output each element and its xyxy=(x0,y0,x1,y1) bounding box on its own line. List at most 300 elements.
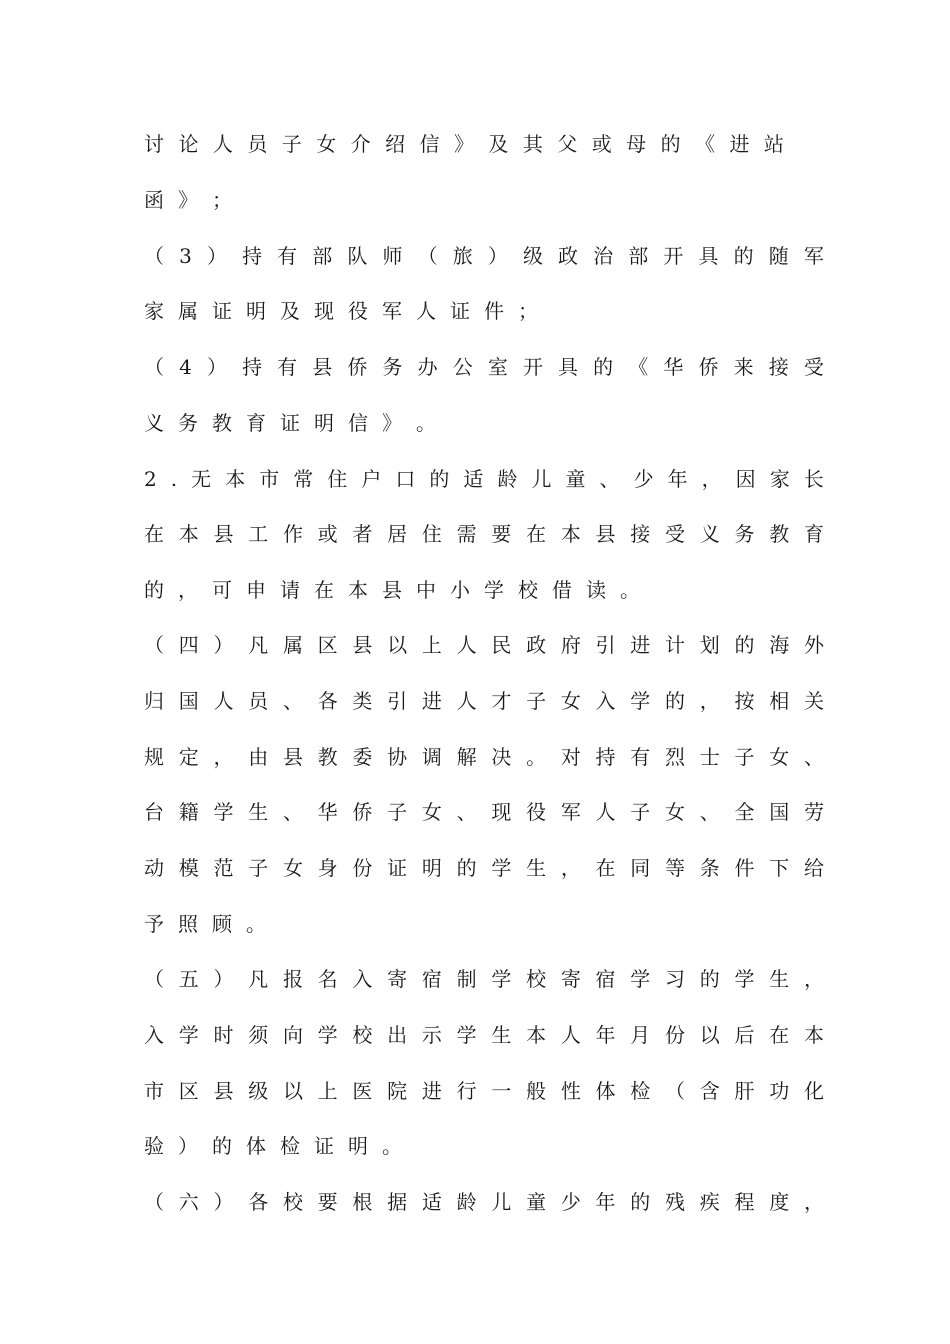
text-glyph: 含 xyxy=(699,1079,720,1103)
text-line-17 xyxy=(144,1017,824,1053)
text-glyph: 年 xyxy=(667,467,688,491)
text-glyph: 习 xyxy=(665,967,686,991)
text-glyph: 予 xyxy=(144,912,164,936)
text-glyph: 生 xyxy=(491,1023,512,1047)
text-glyph: 童 xyxy=(526,1190,547,1214)
text-glyph: 教 xyxy=(212,411,232,435)
text-glyph: 的 xyxy=(660,132,681,156)
text-glyph: 疾 xyxy=(699,1190,720,1214)
text-glyph: 件 xyxy=(734,856,755,880)
text-glyph: 有 xyxy=(277,355,298,379)
text-glyph: 证 xyxy=(280,411,300,435)
text-glyph: 公 xyxy=(452,355,473,379)
text-glyph: 级 xyxy=(522,244,543,268)
text-glyph: 后 xyxy=(734,1023,755,1047)
text-glyph: 行 xyxy=(456,1079,477,1103)
text-glyph: 现 xyxy=(314,299,334,323)
text-glyph: 据 xyxy=(387,1190,408,1214)
text-line-15 xyxy=(144,906,824,942)
text-glyph: 函 xyxy=(144,188,164,212)
text-glyph: 明 xyxy=(348,1134,368,1158)
text-glyph: 《 xyxy=(628,355,649,379)
text-glyph: 人 xyxy=(416,299,436,323)
text-line-3 xyxy=(144,238,824,274)
text-glyph: 规 xyxy=(144,745,164,769)
text-glyph: 其 xyxy=(522,132,543,156)
text-glyph: 、 xyxy=(282,689,303,713)
text-glyph: 归 xyxy=(144,689,164,713)
text-glyph: 籍 xyxy=(178,800,199,824)
text-glyph: 引 xyxy=(387,689,408,713)
text-glyph: 华 xyxy=(317,800,338,824)
text-glyph: 教 xyxy=(317,745,338,769)
text-glyph: 役 xyxy=(348,299,368,323)
text-glyph: 军 xyxy=(382,299,402,323)
text-glyph: 等 xyxy=(665,856,686,880)
text-glyph: 校 xyxy=(518,578,538,602)
text-glyph: 侨 xyxy=(347,355,368,379)
text-glyph: 长 xyxy=(803,467,824,491)
text-glyph: 或 xyxy=(317,522,338,546)
text-glyph: 医 xyxy=(352,1079,373,1103)
text-glyph: 府 xyxy=(560,633,581,657)
text-glyph: 育 xyxy=(803,522,824,546)
text-glyph: 子 xyxy=(630,800,651,824)
text-glyph: 接 xyxy=(630,522,651,546)
text-glyph: 有 xyxy=(630,745,651,769)
text-glyph: 政 xyxy=(558,244,579,268)
text-glyph: ， xyxy=(560,856,581,880)
text-glyph: 程 xyxy=(734,1190,755,1214)
text-glyph: 劳 xyxy=(803,800,824,824)
text-glyph: 中 xyxy=(416,578,436,602)
text-glyph: 或 xyxy=(591,132,612,156)
text-glyph: 信 xyxy=(419,132,440,156)
text-glyph: 的 xyxy=(593,355,614,379)
text-line-6 xyxy=(144,405,824,441)
text-glyph: 学 xyxy=(491,967,512,991)
text-glyph: 室 xyxy=(487,355,508,379)
text-glyph: 示 xyxy=(421,1023,442,1047)
text-glyph: 的 xyxy=(665,689,686,713)
text-glyph: 性 xyxy=(560,1079,581,1103)
text-glyph: 华 xyxy=(663,355,684,379)
text-glyph: 凡 xyxy=(248,967,269,991)
text-glyph: 子 xyxy=(387,800,408,824)
text-glyph: 须 xyxy=(248,1023,269,1047)
text-glyph: 肝 xyxy=(734,1079,755,1103)
text-line-18 xyxy=(144,1073,824,1109)
text-glyph: 般 xyxy=(526,1079,547,1103)
text-glyph: 役 xyxy=(526,800,547,824)
text-glyph: 学 xyxy=(213,800,234,824)
text-glyph: 本 xyxy=(803,1023,824,1047)
text-glyph: 名 xyxy=(317,967,338,991)
text-glyph: 条 xyxy=(699,856,720,880)
text-glyph: 检 xyxy=(630,1079,651,1103)
text-glyph: 区 xyxy=(178,1079,199,1103)
text-glyph: 具 xyxy=(698,244,719,268)
text-glyph: 教 xyxy=(769,522,790,546)
text-glyph: 明 xyxy=(246,299,266,323)
text-glyph: 件 xyxy=(484,299,504,323)
text-glyph: 明 xyxy=(421,856,442,880)
text-glyph: 人 xyxy=(213,689,234,713)
text-glyph: 全 xyxy=(734,800,755,824)
text-glyph: 本 xyxy=(560,522,581,546)
text-glyph: 进 xyxy=(630,633,651,657)
text-glyph: 住 xyxy=(421,522,442,546)
text-glyph: 本 xyxy=(348,578,368,602)
text-glyph: 有 xyxy=(277,244,298,268)
text-glyph: 在 xyxy=(526,522,547,546)
text-line-12 xyxy=(144,739,824,775)
text-glyph: 军 xyxy=(560,800,581,824)
text-glyph: 具 xyxy=(558,355,579,379)
text-line-1 xyxy=(144,126,784,162)
text-glyph: 同 xyxy=(630,856,651,880)
text-glyph: ） xyxy=(206,244,227,268)
text-glyph: ， xyxy=(701,467,722,491)
text-glyph: 政 xyxy=(526,633,547,657)
text-line-11 xyxy=(144,683,824,719)
text-glyph: 女 xyxy=(421,800,442,824)
text-glyph: 讨 xyxy=(144,132,164,156)
text-glyph: 女 xyxy=(665,800,686,824)
text-glyph: 信 xyxy=(348,411,368,435)
text-glyph: 以 xyxy=(387,633,408,657)
text-glyph: 随 xyxy=(768,244,789,268)
text-glyph: 份 xyxy=(352,856,373,880)
text-glyph: 向 xyxy=(282,1023,303,1047)
text-glyph: 本 xyxy=(526,1023,547,1047)
text-glyph: 级 xyxy=(248,1079,269,1103)
text-glyph: 》 xyxy=(382,411,402,435)
text-glyph: 宿 xyxy=(421,967,442,991)
text-glyph: 龄 xyxy=(456,1190,477,1214)
text-glyph: 介 xyxy=(350,132,371,156)
text-glyph: 按 xyxy=(734,689,755,713)
text-glyph: 3 xyxy=(179,244,192,268)
text-glyph: 龄 xyxy=(497,467,518,491)
text-glyph: 各 xyxy=(317,689,338,713)
text-glyph: 顾 xyxy=(212,912,232,936)
text-glyph: 常 xyxy=(293,467,314,491)
text-glyph: 人 xyxy=(456,633,477,657)
text-line-8 xyxy=(144,516,824,552)
text-glyph: 协 xyxy=(387,745,408,769)
text-glyph: 学 xyxy=(484,578,504,602)
text-glyph: 军 xyxy=(803,244,824,268)
text-glyph: 区 xyxy=(317,633,338,657)
text-glyph: 少 xyxy=(633,467,654,491)
text-glyph: 受 xyxy=(665,522,686,546)
text-line-7 xyxy=(144,461,824,497)
text-glyph: 在 xyxy=(769,1023,790,1047)
text-glyph: 》 xyxy=(453,132,474,156)
text-glyph: 证 xyxy=(314,1134,334,1158)
text-glyph: 时 xyxy=(213,1023,234,1047)
text-glyph: 务 xyxy=(382,355,403,379)
text-glyph: 儿 xyxy=(491,1190,512,1214)
text-glyph: 类 xyxy=(352,689,373,713)
text-glyph: 计 xyxy=(665,633,686,657)
text-glyph: 相 xyxy=(769,689,790,713)
text-glyph: 。 xyxy=(620,578,640,602)
text-glyph: 开 xyxy=(522,355,543,379)
text-glyph: 士 xyxy=(699,745,720,769)
text-glyph: 校 xyxy=(282,1190,303,1214)
text-glyph: ） xyxy=(206,355,227,379)
text-glyph: 口 xyxy=(395,467,416,491)
text-glyph: ） xyxy=(213,633,234,657)
text-glyph: 属 xyxy=(282,633,303,657)
text-glyph: 绍 xyxy=(385,132,406,156)
text-glyph: 县 xyxy=(213,522,234,546)
text-glyph: 子 xyxy=(526,689,547,713)
text-glyph: 的 xyxy=(144,578,164,602)
text-line-4 xyxy=(144,293,824,329)
text-glyph: 进 xyxy=(421,1079,442,1103)
text-glyph: 侨 xyxy=(698,355,719,379)
text-glyph: 市 xyxy=(144,1079,164,1103)
text-glyph: 女 xyxy=(560,689,581,713)
text-glyph: 治 xyxy=(593,244,614,268)
text-glyph: 功 xyxy=(769,1079,790,1103)
text-line-2 xyxy=(144,182,824,218)
text-glyph: 四 xyxy=(178,633,199,657)
text-glyph: 年 xyxy=(595,1023,616,1047)
text-glyph: 县 xyxy=(213,1079,234,1103)
text-glyph: 育 xyxy=(246,411,266,435)
text-line-19 xyxy=(144,1128,824,1164)
text-glyph: 凡 xyxy=(248,633,269,657)
text-glyph: 解 xyxy=(456,745,477,769)
text-glyph: 因 xyxy=(735,467,756,491)
text-glyph: 残 xyxy=(665,1190,686,1214)
text-glyph: 定 xyxy=(178,745,199,769)
text-glyph: 借 xyxy=(552,578,572,602)
text-glyph: ） xyxy=(213,967,234,991)
text-glyph: ） xyxy=(487,244,508,268)
text-line-16 xyxy=(144,961,824,997)
text-glyph: 及 xyxy=(488,132,509,156)
text-glyph: （ xyxy=(144,967,164,991)
text-glyph: 上 xyxy=(421,633,442,657)
text-glyph: 员 xyxy=(247,132,268,156)
text-glyph: 上 xyxy=(317,1079,338,1103)
text-glyph: 年 xyxy=(595,1190,616,1214)
text-glyph: 六 xyxy=(178,1190,199,1214)
text-glyph: 进 xyxy=(729,132,750,156)
text-glyph: 义 xyxy=(144,411,164,435)
text-glyph: 、 xyxy=(803,745,824,769)
text-glyph: 的 xyxy=(212,1134,232,1158)
text-glyph: 要 xyxy=(317,1190,338,1214)
text-glyph: 本 xyxy=(178,522,199,546)
text-glyph: 师 xyxy=(382,244,403,268)
text-glyph: 读 xyxy=(586,578,606,602)
text-glyph: 居 xyxy=(387,522,408,546)
text-glyph: ， xyxy=(178,578,198,602)
text-glyph: 下 xyxy=(769,856,790,880)
text-glyph: 旅 xyxy=(452,244,473,268)
text-glyph: 本 xyxy=(225,467,246,491)
text-glyph: 申 xyxy=(246,578,266,602)
text-glyph: 学 xyxy=(456,1023,477,1047)
text-glyph: 关 xyxy=(803,689,824,713)
text-glyph: 化 xyxy=(803,1079,824,1103)
text-glyph: 县 xyxy=(595,522,616,546)
text-glyph: 的 xyxy=(734,633,755,657)
text-glyph: 由 xyxy=(248,745,269,769)
text-glyph: 以 xyxy=(282,1079,303,1103)
text-glyph: 、 xyxy=(456,800,477,824)
text-glyph: 户 xyxy=(361,467,382,491)
text-glyph: 入 xyxy=(595,689,616,713)
text-glyph: 者 xyxy=(352,522,373,546)
text-glyph: 持 xyxy=(242,244,263,268)
text-glyph: 检 xyxy=(280,1134,300,1158)
text-glyph: 县 xyxy=(312,355,333,379)
text-glyph: 义 xyxy=(699,522,720,546)
text-glyph: 根 xyxy=(352,1190,373,1214)
text-glyph: 学 xyxy=(491,856,512,880)
text-glyph: 宿 xyxy=(595,967,616,991)
text-glyph: 。 xyxy=(526,745,547,769)
text-glyph: 接 xyxy=(768,355,789,379)
text-glyph: 来 xyxy=(733,355,754,379)
text-glyph: 海 xyxy=(769,633,790,657)
text-glyph: 一 xyxy=(491,1079,512,1103)
text-glyph: 的 xyxy=(733,244,754,268)
text-glyph: 持 xyxy=(595,745,616,769)
text-glyph: 校 xyxy=(352,1023,373,1047)
text-glyph: 童 xyxy=(565,467,586,491)
text-glyph: 出 xyxy=(387,1023,408,1047)
text-glyph: 持 xyxy=(242,355,263,379)
text-glyph: 员 xyxy=(248,689,269,713)
text-glyph: 范 xyxy=(213,856,234,880)
text-glyph: 生 xyxy=(526,856,547,880)
text-glyph: 开 xyxy=(663,244,684,268)
text-line-20 xyxy=(144,1184,824,1220)
text-glyph: 少 xyxy=(560,1190,581,1214)
text-glyph: 女 xyxy=(316,132,337,156)
text-line-14 xyxy=(144,850,824,886)
text-glyph: 寄 xyxy=(387,967,408,991)
text-glyph: 市 xyxy=(259,467,280,491)
text-glyph: 的 xyxy=(429,467,450,491)
text-glyph: 入 xyxy=(352,967,373,991)
text-glyph: 县 xyxy=(282,745,303,769)
text-glyph: 、 xyxy=(599,467,620,491)
text-glyph: 要 xyxy=(491,522,512,546)
text-glyph: 学 xyxy=(178,1023,199,1047)
text-glyph: 家 xyxy=(769,467,790,491)
text-glyph: 属 xyxy=(178,299,198,323)
text-glyph: 以 xyxy=(699,1023,720,1047)
text-glyph: 、 xyxy=(699,800,720,824)
text-glyph: 调 xyxy=(421,745,442,769)
text-glyph: 生 xyxy=(769,967,790,991)
text-glyph: 学 xyxy=(317,1023,338,1047)
text-glyph: 入 xyxy=(144,1023,164,1047)
text-glyph: 五 xyxy=(178,967,199,991)
text-glyph: 务 xyxy=(178,411,198,435)
text-glyph: 才 xyxy=(491,689,512,713)
text-glyph: 验 xyxy=(144,1134,164,1158)
text-glyph: 身 xyxy=(317,856,338,880)
text-glyph: 及 xyxy=(280,299,300,323)
text-glyph: 县 xyxy=(352,633,373,657)
text-glyph: 家 xyxy=(144,299,164,323)
text-glyph: 无 xyxy=(191,467,212,491)
text-glyph: 学 xyxy=(630,967,651,991)
text-glyph: 。 xyxy=(246,912,266,936)
text-glyph: 各 xyxy=(248,1190,269,1214)
text-glyph: 住 xyxy=(327,467,348,491)
text-glyph: 明 xyxy=(314,411,334,435)
text-glyph: 模 xyxy=(178,856,199,880)
text-glyph: 进 xyxy=(421,689,442,713)
text-glyph: 的 xyxy=(630,1190,651,1214)
text-glyph: （ xyxy=(144,633,164,657)
text-glyph: 生 xyxy=(248,800,269,824)
text-glyph: 人 xyxy=(595,800,616,824)
text-glyph: 决 xyxy=(491,745,512,769)
text-glyph: 划 xyxy=(699,633,720,657)
text-line-13 xyxy=(144,794,824,830)
text-glyph: 论 xyxy=(178,132,199,156)
text-glyph: 份 xyxy=(665,1023,686,1047)
text-glyph: 务 xyxy=(734,522,755,546)
text-glyph: ， xyxy=(803,967,824,991)
text-glyph: 县 xyxy=(382,578,402,602)
text-glyph: 办 xyxy=(417,355,438,379)
text-glyph: 校 xyxy=(526,967,547,991)
text-glyph: 国 xyxy=(178,689,199,713)
text-glyph: 4 xyxy=(179,355,192,379)
text-glyph: 女 xyxy=(769,745,790,769)
text-glyph: 民 xyxy=(491,633,512,657)
text-glyph: 人 xyxy=(212,132,233,156)
text-glyph: 人 xyxy=(560,1023,581,1047)
text-glyph: 可 xyxy=(212,578,232,602)
text-glyph: （ xyxy=(144,244,164,268)
text-glyph: 证 xyxy=(387,856,408,880)
text-glyph: 》 xyxy=(178,188,198,212)
text-glyph: ） xyxy=(178,1134,198,1158)
text-glyph: 制 xyxy=(456,967,477,991)
text-glyph: 受 xyxy=(803,355,824,379)
text-glyph: 国 xyxy=(769,800,790,824)
text-glyph: 作 xyxy=(282,522,303,546)
text-glyph: 队 xyxy=(347,244,368,268)
text-glyph: 院 xyxy=(387,1079,408,1103)
text-glyph: 学 xyxy=(630,689,651,713)
text-line-10 xyxy=(144,627,824,663)
text-glyph: 适 xyxy=(463,467,484,491)
text-glyph: ） xyxy=(213,1190,234,1214)
text-glyph: 台 xyxy=(144,800,164,824)
text-glyph: 体 xyxy=(246,1134,266,1158)
text-glyph: 部 xyxy=(312,244,333,268)
text-glyph: 报 xyxy=(282,967,303,991)
text-glyph: 现 xyxy=(491,800,512,824)
text-glyph: （ xyxy=(144,355,164,379)
text-glyph: 子 xyxy=(281,132,302,156)
